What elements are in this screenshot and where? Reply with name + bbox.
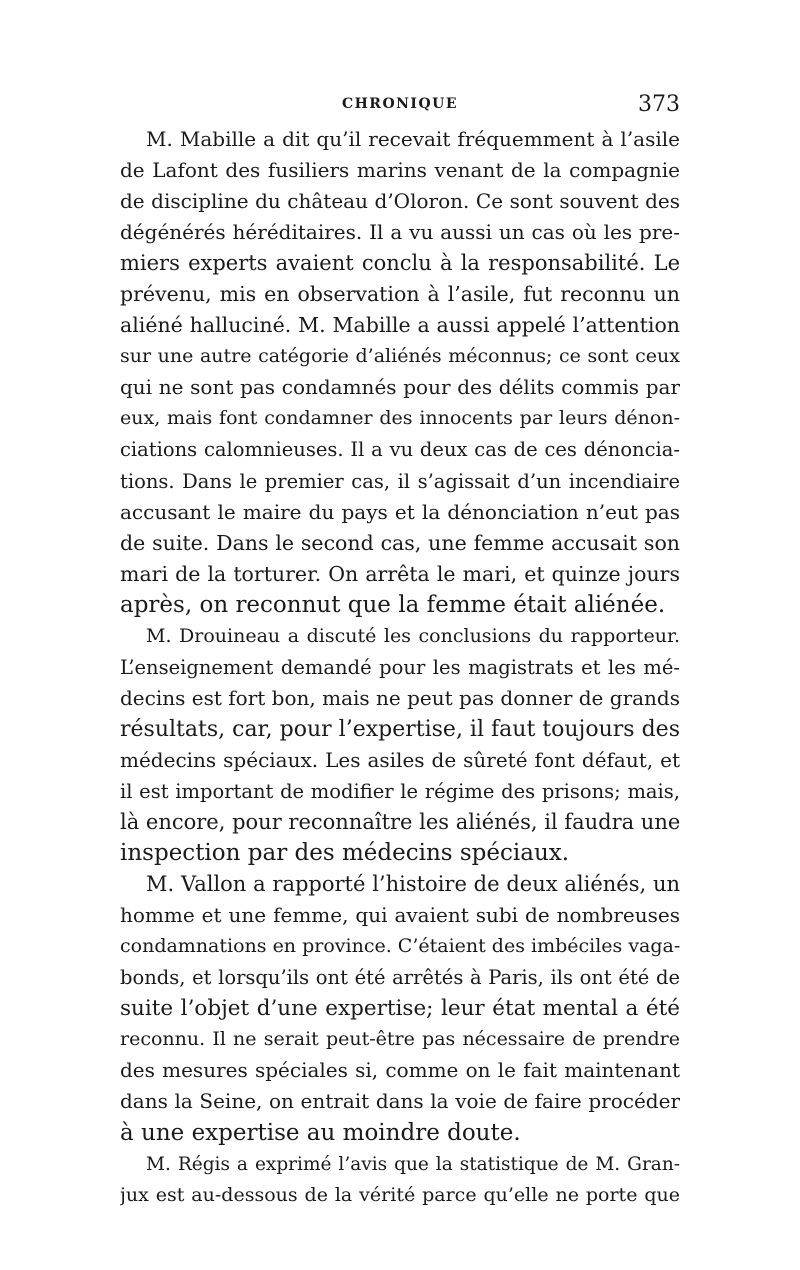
running-head: [120, 92, 680, 116]
text-line: L’enseignement demandé pour les magistrats et les mé-: [120, 655, 680, 679]
text-line: sur une autre catégorie d’aliénés méconnus; ce sont ceux: [120, 345, 680, 368]
text-line: condamnations en province. C’étaient des imbéciles vaga-: [120, 935, 680, 958]
text-line: M. Vallon a rapporté l’histoire de deux aliénés, un: [146, 872, 680, 897]
text-line: tions. Dans le premier cas, il s’agissait d’un incendiaire: [120, 469, 680, 493]
text-line: à une expertise au moindre doute.: [120, 1119, 521, 1146]
text-line: de suite. Dans le second cas, une femme accusait son: [120, 530, 680, 555]
text-line: de discipline du château d’Oloron. Ce sont souvent des: [120, 189, 680, 214]
text-line: médecins spéciaux. Les asiles de sûreté font défaut, et: [120, 747, 680, 772]
text-line: de Lafont des fusiliers marins venant de la compagnie: [120, 158, 680, 183]
text-line: prévenu, mis en observation à l’asile, fut reconnu un: [120, 282, 680, 307]
text-line: homme et une femme, qui avaient subi de nombreuses: [120, 903, 680, 928]
text-line: qui ne sont pas condamnés pour des délits commis par: [120, 375, 680, 400]
text-line: suite l’objet d’une expertise; leur état mental a été: [120, 996, 680, 1022]
text-line: résultats, car, pour l’expertise, il faut toujours des: [120, 716, 680, 742]
text-line: M. Mabille a dit qu’il recevait fréquemment à l’asile: [146, 127, 680, 151]
text-line: eux, mais font condamner des innocents par leurs dénon-: [120, 407, 680, 430]
text-line: dégénérés héréditaires. Il a vu aussi un cas où les pre-: [120, 220, 680, 245]
running-title: CHRONIQUE: [341, 96, 459, 112]
text-line: inspection par des médecins spéciaux.: [120, 840, 570, 867]
text-line: dans la Seine, on entrait dans la voie de faire procéder: [120, 1089, 680, 1114]
text-line: après, on reconnut que la femme était aliénée.: [120, 591, 666, 618]
text-line: reconnu. Il ne serait peut-être pas nécessaire de prendre: [120, 1028, 680, 1051]
text-line: M. Régis a exprimé l’avis que la statistique de M. Gran-: [146, 1153, 680, 1175]
text-line: decins est fort bon, mais ne peut pas donner de grands: [120, 685, 680, 710]
text-line: jux est au-dessous de la vérité parce qu’elle ne porte que: [120, 1183, 680, 1206]
text-line: accusant le maire du pays et la dénonciation n’eut pas: [120, 499, 680, 524]
text-line: aliéné halluciné. M. Mabille a aussi appelé l’attention: [120, 313, 680, 338]
page-number: 373: [638, 92, 680, 117]
text-line: des mesures spéciales si, comme on le fait maintenant: [120, 1058, 680, 1083]
text-line: là encore, pour reconnaître les aliénés, il faudra une: [120, 810, 680, 835]
text-line: bonds, et lorsqu’ils ont été arrêtés à Paris, ils ont été de: [120, 966, 680, 990]
text-line: il est important de modifier le régime des prisons; mais,: [120, 779, 680, 803]
text-line: mari de la torturer. On arrêta le mari, et quinze jours: [120, 561, 680, 586]
text-line: M. Drouineau a discuté les conclusions du rapporteur.: [146, 624, 680, 647]
text-line: miers experts avaient conclu à la responsabilité. Le: [120, 251, 680, 276]
body-text: [120, 124, 680, 1211]
text-line: ciations calomnieuses. Il a vu deux cas de ces dénoncia-: [120, 438, 680, 462]
